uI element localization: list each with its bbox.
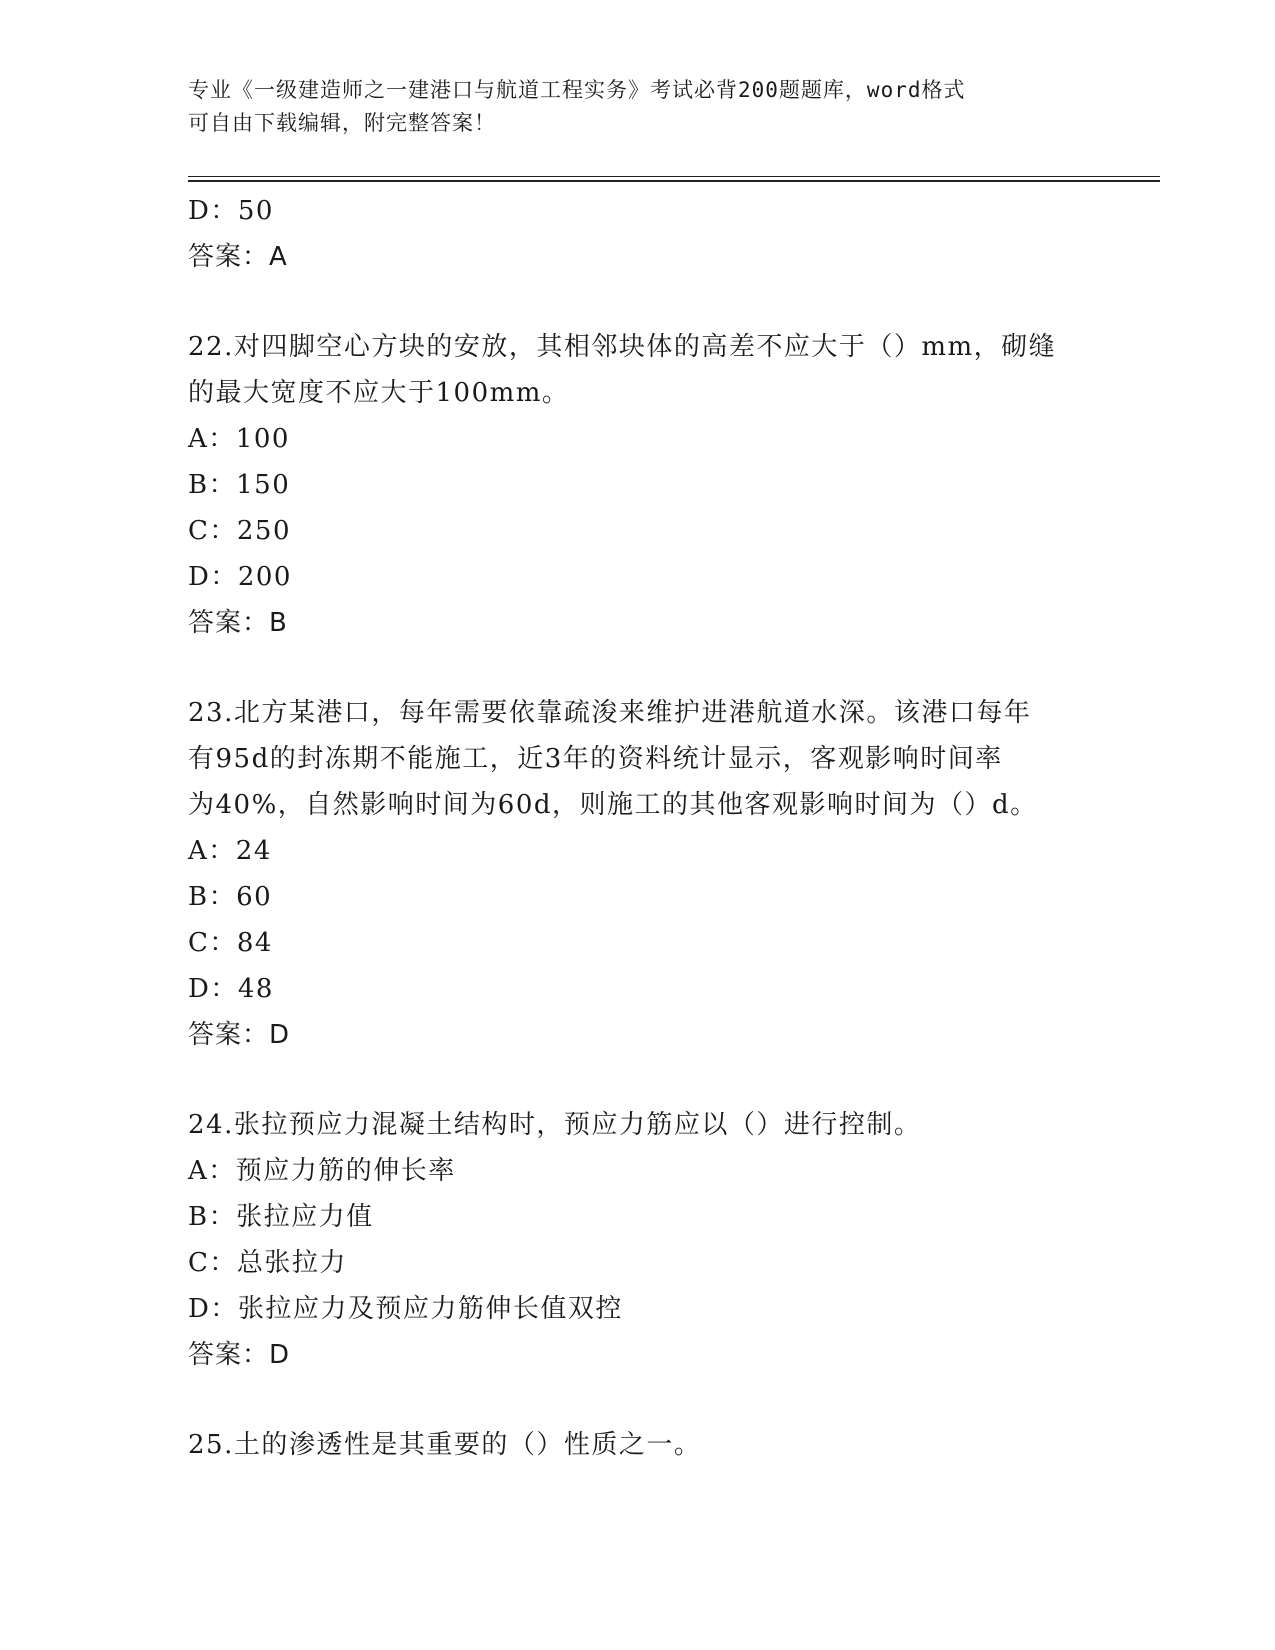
option-a: A：24 (188, 836, 272, 866)
option-c: C：250 (188, 516, 292, 546)
option-b: B：150 (188, 470, 291, 500)
question-24 (188, 1102, 1088, 1378)
header-divider-thick (188, 180, 1160, 182)
question-text-line: 25.土的渗透性是其重要的（）性质之一。 (188, 1430, 702, 1460)
question-text-line: 有95d的封冻期不能施工，近3年的资料统计显示，客观影响时间率 (188, 744, 1003, 774)
question-text-line: 22.对四脚空心方块的安放，其相邻块体的高差不应大于（）mm，砌缝 (188, 332, 1057, 362)
document-body (188, 188, 1088, 1468)
question-23 (188, 690, 1088, 1058)
header-line-2: 可自由下载编辑，附完整答案！ (188, 111, 496, 135)
question-21-tail (188, 188, 1088, 280)
answer-line: 答案：D (188, 1020, 291, 1050)
answer-line: 答案：D (188, 1340, 291, 1370)
option-c: C：84 (188, 928, 273, 958)
option-a: A：预应力筋的伸长率 (188, 1156, 456, 1186)
header-divider-thin (188, 176, 1160, 177)
option-b: B：60 (188, 882, 273, 912)
question-22 (188, 324, 1088, 646)
document-header (188, 74, 1078, 140)
header-line-1: 专业《一级建造师之一建港口与航道工程实务》考试必背200题题库，word格式 (188, 78, 966, 102)
question-text-line: 的最大宽度不应大于100mm。 (188, 378, 570, 408)
option-d: D：50 (188, 196, 274, 226)
question-text-line: 23.北方某港口，每年需要依靠疏浚来维护进港航道水深。该港口每年 (188, 698, 1032, 728)
answer-line: 答案：B (188, 608, 288, 638)
question-text-line: 为40%，自然影响时间为60d，则施工的其他客观影响时间为（）d。 (188, 790, 1038, 820)
option-a: A：100 (188, 424, 290, 454)
option-d: D：200 (188, 562, 292, 592)
question-25 (188, 1422, 1088, 1468)
option-d: D：张拉应力及预应力筋伸长值双控 (188, 1294, 623, 1324)
option-b: B：张拉应力值 (188, 1202, 374, 1232)
answer-line: 答案：A (188, 242, 288, 272)
option-d: D：48 (188, 974, 274, 1004)
question-text-line: 24.张拉预应力混凝土结构时，预应力筋应以（）进行控制。 (188, 1110, 922, 1140)
option-c: C：总张拉力 (188, 1248, 347, 1278)
